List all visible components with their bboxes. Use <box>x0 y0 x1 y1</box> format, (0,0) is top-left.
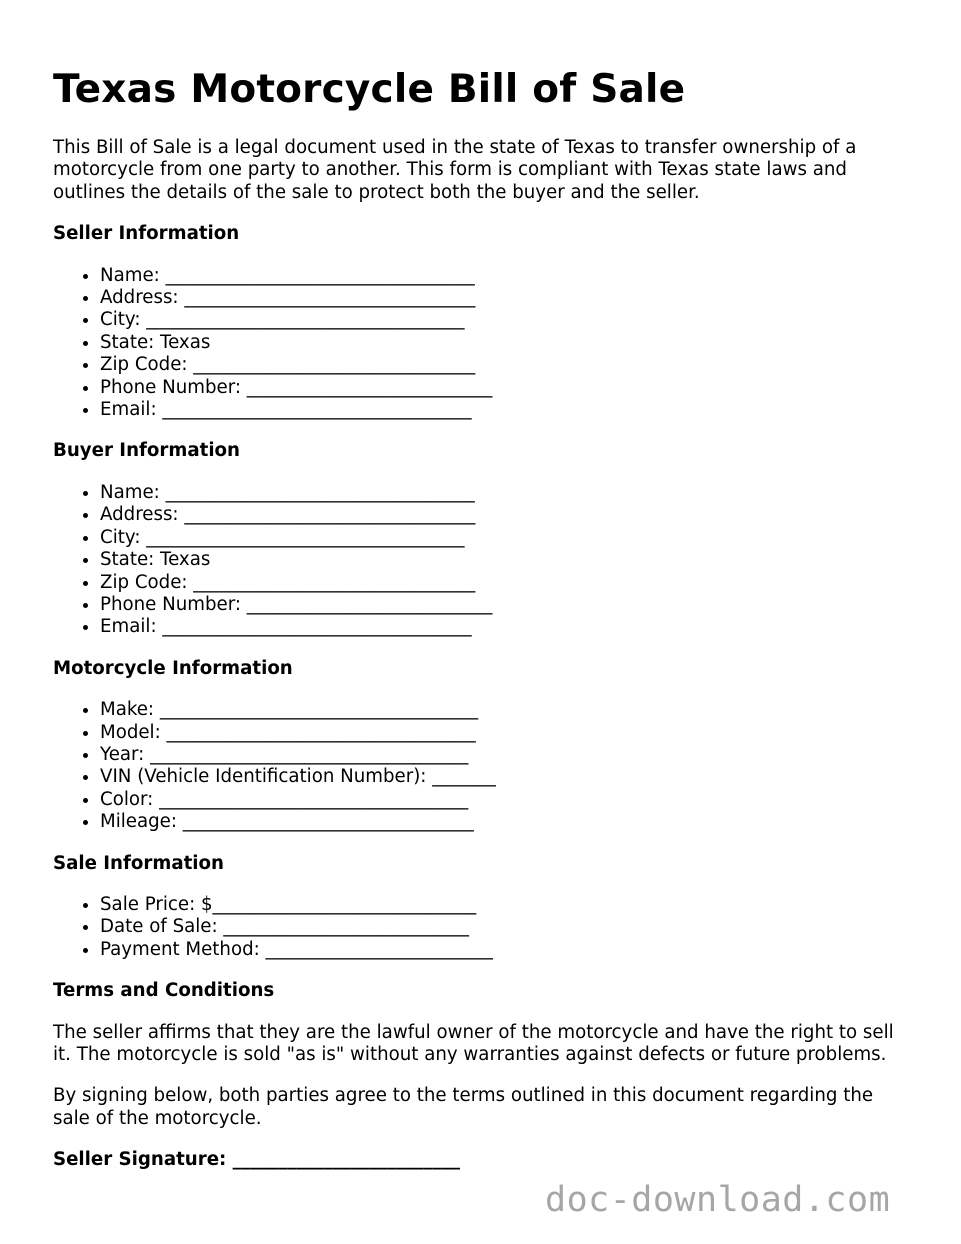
sale-date-field: • Date of Sale: ___________________________ <box>100 916 913 938</box>
motorcycle-mileage-field: • Mileage: ________________________________ <box>100 811 913 833</box>
seller-name-field: • Name: __________________________________ <box>100 265 913 287</box>
seller-signature-line: Seller Signature: _________________________ <box>53 1149 461 1171</box>
sale-heading: Sale Information <box>53 852 224 874</box>
terms-heading: Terms and Conditions <box>53 980 275 1002</box>
buyer-email-field: • Email: __________________________________ <box>100 616 913 638</box>
motorcycle-make-field: • Make: ___________________________________ <box>100 699 913 721</box>
motorcycle-list <box>53 699 913 833</box>
buyer-name-field: • Name: __________________________________ <box>100 482 913 504</box>
seller-email-field: • Email: __________________________________ <box>100 399 913 421</box>
payment-method-field: • Payment Method: _________________________ <box>100 939 913 961</box>
intro-paragraph: This Bill of Sale is a legal document used in the state of Texas to transfer ownership of a motorcycle from one party to another. This form is compliant with Texas state laws and outlines the details of the sale to protect both the buyer and the seller. <box>53 137 857 203</box>
seller-list <box>53 265 913 422</box>
buyer-heading: Buyer Information <box>53 440 240 462</box>
terms-paragraph-2: By signing below, both parties agree to the terms outlined in this document regarding the sale of the motorcycle. <box>53 1085 874 1129</box>
watermark-logo: doc-download.com <box>545 1180 891 1220</box>
motorcycle-year-field: • Year: ___________________________________ <box>100 744 913 766</box>
sale-price-field: • Sale Price: $_____________________________ <box>100 894 913 916</box>
seller-address-field: • Address: ________________________________ <box>100 287 913 309</box>
buyer-city-field: • City: ___________________________________ <box>100 527 913 549</box>
motorcycle-heading: Motorcycle Information <box>53 657 293 679</box>
seller-heading: Seller Information <box>53 223 240 245</box>
buyer-state-field: • State: Texas <box>100 549 913 571</box>
sale-list <box>53 894 913 961</box>
buyer-address-field: • Address: ________________________________ <box>100 504 913 526</box>
terms-paragraph-1: The seller affirms that they are the lawful owner of the motorcycle and have the right to sell it. The motorcycle is sold "as is" without any warranties against defects or future problems. <box>53 1021 894 1065</box>
buyer-list <box>53 482 913 639</box>
seller-zip-field: • Zip Code: _______________________________ <box>100 354 913 376</box>
page-title: Texas Motorcycle Bill of Sale <box>53 67 686 112</box>
motorcycle-vin-field: • VIN (Vehicle Identification Number): _______ <box>100 766 913 788</box>
seller-phone-field: • Phone Number: ___________________________ <box>100 377 913 399</box>
seller-city-field: • City: ___________________________________ <box>100 309 913 331</box>
motorcycle-model-field: • Model: __________________________________ <box>100 722 913 744</box>
seller-state-field: • State: Texas <box>100 332 913 354</box>
buyer-zip-field: • Zip Code: _______________________________ <box>100 572 913 594</box>
buyer-phone-field: • Phone Number: ___________________________ <box>100 594 913 616</box>
document-page <box>53 66 913 1172</box>
motorcycle-color-field: • Color: __________________________________ <box>100 789 913 811</box>
